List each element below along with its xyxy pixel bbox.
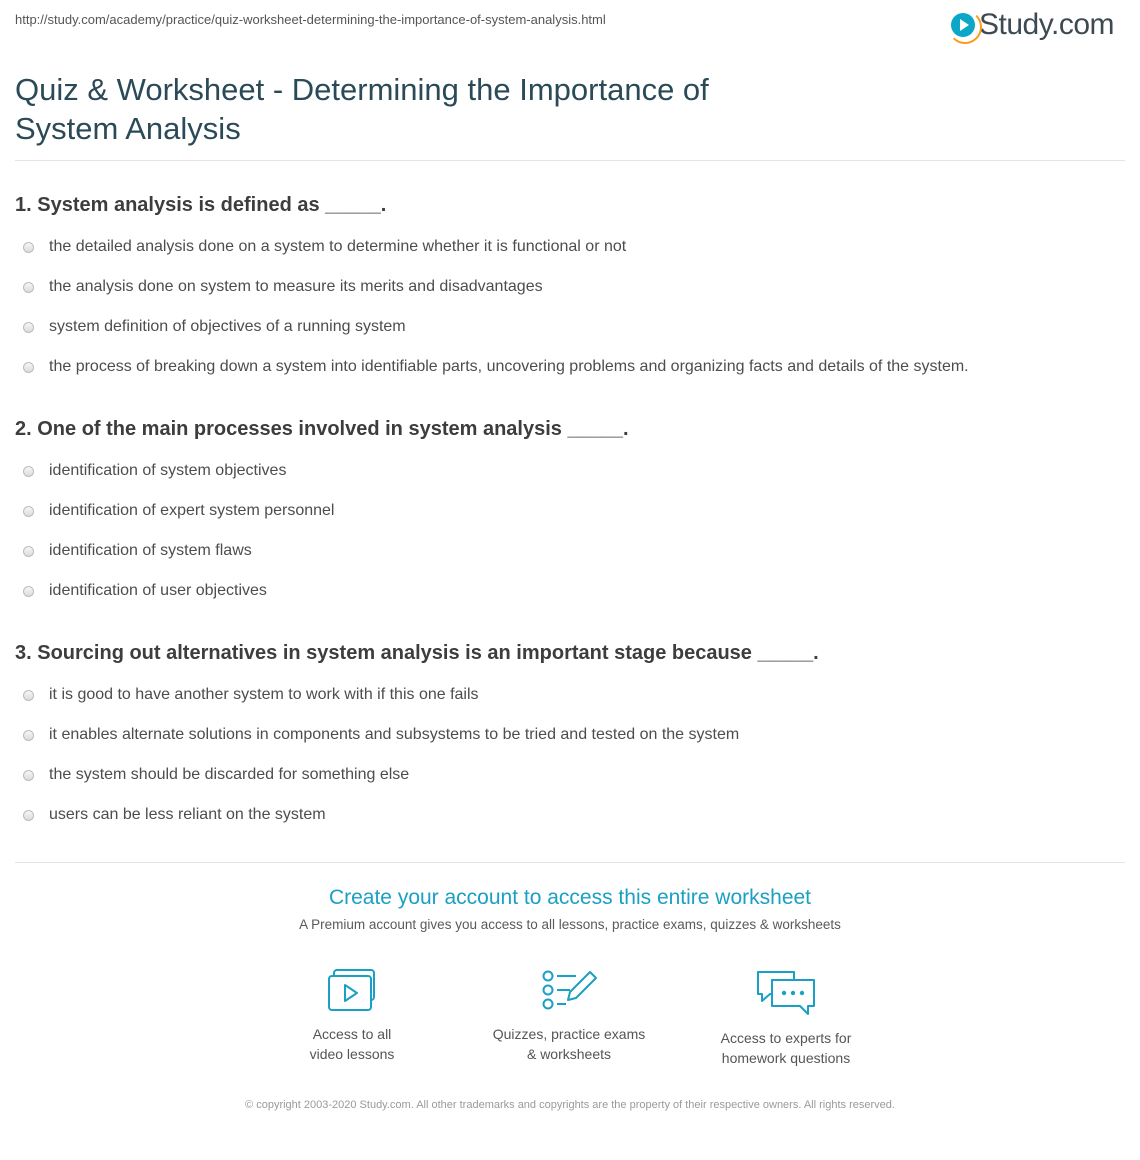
question-3: 3. Sourcing out alternatives in system analysis is an important stage because _____. xyxy=(15,642,819,664)
quiz-checklist-icon xyxy=(540,968,598,1014)
option-label: the process of breaking down a system into identifiable parts, uncovering problems and organizing facts and details of the system. xyxy=(49,358,969,375)
radio-button[interactable] xyxy=(23,730,34,741)
option-label: the detailed analysis done on a system to determine whether it is functional or not xyxy=(49,238,627,255)
q2-option-4[interactable] xyxy=(23,582,267,600)
feature-label: Access to experts for homework questions xyxy=(720,1030,852,1066)
chat-bubbles-icon xyxy=(754,968,818,1018)
option-label: the system should be discarded for something else xyxy=(49,766,410,783)
q2-option-3[interactable] xyxy=(23,542,252,560)
study-logo[interactable] xyxy=(951,8,1114,42)
cta-title-link[interactable]: Create your account to access this entire worksheet xyxy=(328,886,812,909)
option-label: it enables alternate solutions in components and subsystems to be tried and tested on the system xyxy=(49,726,740,743)
radio-button[interactable] xyxy=(23,242,34,253)
radio-button[interactable] xyxy=(23,546,34,557)
q2-option-1[interactable] xyxy=(23,462,286,480)
option-label: identification of system objectives xyxy=(49,462,287,479)
q1-option-2[interactable] xyxy=(23,278,543,296)
q1-option-4[interactable] xyxy=(23,358,969,376)
feature-quizzes xyxy=(479,968,659,1064)
video-lesson-icon xyxy=(326,968,378,1014)
option-label: it is good to have another system to work with if this one fails xyxy=(49,686,479,703)
q3-option-2[interactable] xyxy=(23,726,739,744)
q3-option-1[interactable] xyxy=(23,686,479,704)
radio-button[interactable] xyxy=(23,362,34,373)
page-title: Quiz & Worksheet - Determining the Importance of System Analysis xyxy=(15,72,709,146)
radio-button[interactable] xyxy=(23,690,34,701)
divider xyxy=(15,862,1125,863)
divider xyxy=(15,160,1125,161)
radio-button[interactable] xyxy=(23,282,34,293)
radio-button[interactable] xyxy=(23,322,34,333)
logo-text: Study.com xyxy=(979,8,1114,41)
copyright-footer: © copyright 2003-2020 Study.com. All other trademarks and copyrights are the property of their respective owners. All rights reserved. xyxy=(245,1099,895,1111)
option-label: identification of expert system personnel xyxy=(49,502,335,519)
option-label: identification of user objectives xyxy=(49,582,267,599)
q3-option-4[interactable] xyxy=(23,806,326,824)
option-label: system definition of objectives of a running system xyxy=(49,318,406,335)
q2-option-2[interactable] xyxy=(23,502,334,520)
cta-subtitle: A Premium account gives you access to all lessons, practice exams, quizzes & worksheets xyxy=(299,917,841,932)
radio-button[interactable] xyxy=(23,810,34,821)
q1-option-1[interactable] xyxy=(23,238,626,256)
option-label: identification of system flaws xyxy=(49,542,252,559)
radio-button[interactable] xyxy=(23,770,34,781)
option-label: users can be less reliant on the system xyxy=(49,806,326,823)
page-url: http://study.com/academy/practice/quiz-worksheet-determining-the-importance-of-system-analysis.html xyxy=(15,12,606,27)
question-2: 2. One of the main processes involved in system analysis _____. xyxy=(15,418,629,440)
feature-video-lessons xyxy=(262,968,442,1064)
feature-label: Quizzes, practice exams & worksheets xyxy=(492,1026,646,1062)
q1-option-3[interactable] xyxy=(23,318,406,336)
option-label: the analysis done on system to measure its merits and disadvantages xyxy=(49,278,543,295)
q3-option-3[interactable] xyxy=(23,766,409,784)
radio-button[interactable] xyxy=(23,506,34,517)
radio-button[interactable] xyxy=(23,466,34,477)
feature-label: Access to all video lessons xyxy=(309,1026,395,1062)
radio-button[interactable] xyxy=(23,586,34,597)
feature-experts xyxy=(696,968,876,1068)
question-1: 1. System analysis is defined as _____. xyxy=(15,194,387,216)
top-bar xyxy=(0,0,1140,44)
play-logo-icon xyxy=(951,13,975,37)
